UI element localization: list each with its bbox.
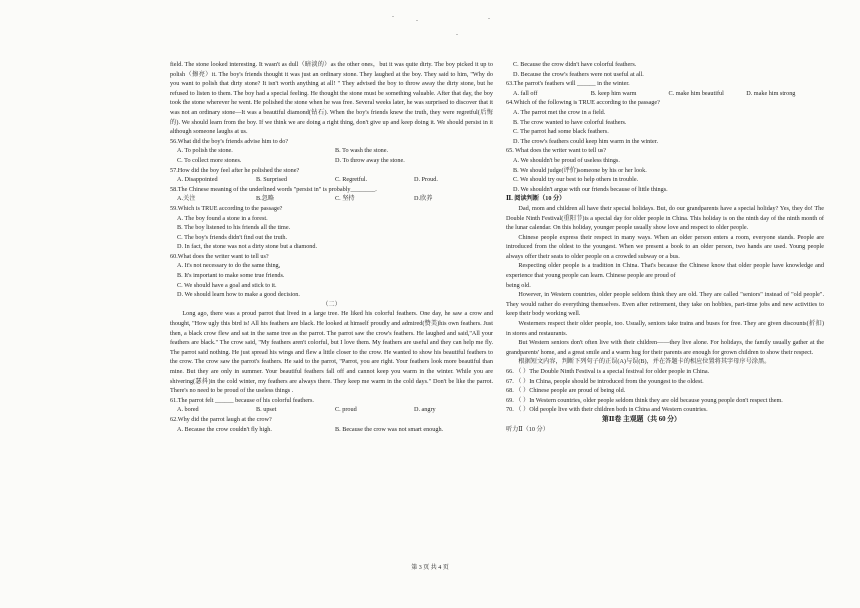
option: D. We should learn how to make a good decision. bbox=[177, 291, 300, 299]
part-two-heading: 第Ⅱ卷 主观题（共 60 分） bbox=[602, 415, 681, 423]
true-false-list bbox=[506, 367, 824, 415]
scan-speck bbox=[416, 20, 418, 21]
left-column bbox=[170, 60, 493, 434]
section-two-heading: （二） bbox=[322, 300, 341, 308]
option: A. To polish the stone. bbox=[177, 147, 233, 155]
option: B. It's important to make some true friends. bbox=[177, 272, 285, 280]
option: C. The boy's friends didn't find out the truth. bbox=[177, 233, 288, 241]
option: C. make him beautiful bbox=[668, 89, 724, 97]
question-61: 61.The parrot felt ______ because of his colorful feathers. bbox=[170, 396, 314, 404]
passage-two: Long ago, there was a proud parrot that lived in a large tree. He liked his colorful feathers. One day, he saw a crow and thought, "How ugly this bird is! All his feathers are black. He looked at himself proudly and admired(赞美)his own feathers. Just then, a black crow flew and sat in the same tree as the parrot. The parrot saw the crow's feathers. He laughed and said,"All your feathers are black." The crow said, "My feathers aren't colorful, but I love them. My feathers are useful and they can help me fly. The parrot said nothing. He just spread his wings and flew a little closer to the crow. He wanted to show his beautiful feathers to the crow. The crow saw the parrot's feathers. He said to the parrot, "Parrot, you are right. Your feathers look more beautiful than mine. But they are only in summer. Your beautiful feathers fall off and cannot keep you warm in the winter. While you are shivering(瑟抖)in the cold winter, my feathers are always there. They keep me warm in the cold days." Don't be like the parrot. There's no need to be proud of the useless things . bbox=[170, 310, 493, 395]
option: D. Because the crow's feathers were not useful at all. bbox=[513, 70, 644, 78]
reading-paragraph: being old. bbox=[506, 281, 531, 289]
question-60-options bbox=[177, 261, 493, 299]
right-column bbox=[506, 60, 824, 434]
option: C. We should have a goal and stick to it. bbox=[177, 281, 277, 289]
option: C. proud bbox=[335, 406, 357, 414]
option: B. upset bbox=[256, 406, 277, 414]
reading-paragraph: However, in Western countries, older people seldom think they are old. They are called "seniors" instead of "old people". They would rather do everything themselves. Even after retirement, they take on hobbies, part-time jobs and new activities to keep their body working well. bbox=[506, 291, 824, 318]
option: D. angry bbox=[414, 406, 436, 414]
question-58: 58.The Chinese meaning of the underlined words "persist in" is probably________. bbox=[170, 185, 377, 193]
true-false-item: 69. （ ）In Western countries, older people seldom think they are old because young people don't respect them. bbox=[506, 396, 783, 404]
true-false-item: 68. （ ）Chinese people are proud of being old. bbox=[506, 387, 626, 395]
true-false-item: 66. （ ）The Double Ninth Festival is a special festival for older people in China. bbox=[506, 368, 710, 375]
true-false-item: 70. （ ）Old people live with their children both in China and Western countries. bbox=[506, 406, 708, 414]
question-56-options bbox=[177, 146, 493, 165]
question-60: 60.What does the writer want to tell us? bbox=[170, 252, 269, 260]
question-57: 57.How did the boy feel after he polished the stone? bbox=[170, 166, 300, 174]
reading-paragraph: Chinese people express their respect in many ways. When an older person enters a room, everyone stands. People are introduced from the oldest to the youngest. When we present a book to an older person, two hands are used. Young people always offer their seats to older people on a crowded subway or a bus. bbox=[506, 233, 824, 260]
question-65-options bbox=[513, 156, 824, 194]
option: A. It's not necessary to do the same thing, bbox=[177, 262, 281, 270]
option: A. We shouldn't be proud of useless things. bbox=[513, 156, 620, 164]
question-59-options bbox=[177, 214, 493, 252]
option: C. 坚持 bbox=[335, 195, 355, 203]
reading-judgement-heading: Ⅱ. 阅读判断（10 分） bbox=[506, 195, 566, 203]
page-number: 第 3 页 共 4 页 bbox=[411, 565, 449, 571]
reading-paragraph: But Western seniors don't often live with their children——they live alone. For holidays, the family usually gather at the grandparents' home, and a great smile and a warm hug for their parents are enough for grown children to show their respect. bbox=[506, 339, 824, 356]
question-59: 59.Which is TRUE according to the passage? bbox=[170, 204, 283, 212]
reading-paragraph: Respecting older people is a tradition in China. That's because the Chinese know that older people have knowledge and experience that young people can learn. Chinese people are proud of bbox=[506, 262, 824, 280]
scan-speck bbox=[488, 18, 490, 19]
option: B. To wash the stone. bbox=[335, 147, 389, 155]
option: A. The parrot met the crow in a field. bbox=[513, 108, 606, 116]
option: B. The crow wanted to have colorful feathers. bbox=[513, 118, 627, 126]
question-58-options bbox=[177, 194, 493, 204]
listening-heading: 听力Ⅱ（10 分） bbox=[506, 425, 549, 433]
question-61-options bbox=[177, 405, 493, 415]
question-63: 63.The parrot's feathers will ______ in the winter. bbox=[506, 80, 630, 88]
option: B. The boy listened to his friends all the time. bbox=[177, 224, 291, 232]
option: A. bored bbox=[177, 406, 199, 414]
option: C. Regretful. bbox=[335, 176, 368, 184]
option: D. To throw away the stone. bbox=[335, 156, 405, 164]
option: D. In fact, the stone was not a dirty stone but a diamond. bbox=[177, 243, 318, 251]
option: D. make him strong bbox=[746, 89, 796, 97]
question-62: 62.Why did the parrot laugh at the crow? bbox=[170, 415, 272, 423]
true-false-item: 67. （ ）In China, people should be introduced from the youngest to the oldest. bbox=[506, 377, 704, 385]
option: B. We should judge(评价)someone by his or her look. bbox=[513, 166, 647, 174]
option: D.欣养 bbox=[414, 195, 433, 203]
scan-speck bbox=[392, 16, 394, 17]
question-57-options bbox=[177, 175, 493, 185]
option: D. Proud. bbox=[414, 176, 438, 184]
option: A. Because the crow couldn't fly high. bbox=[177, 425, 272, 433]
scan-speck bbox=[456, 34, 458, 35]
question-62-options bbox=[177, 425, 493, 435]
question-65: 65. What does the writer want to tell us? bbox=[506, 147, 607, 155]
reading-paragraph: Westerners respect their older people, too. Usually, seniors take trains and buses for free. They are given discounts(折扣) in stores and restaurants. bbox=[506, 320, 824, 337]
passage-one-end: field. The stone looked interesting. It wasn't as dull（暗淡的）as the other ones，but it was quite dirty. The boy picked it up to polish（擦亮）it. The boy's friends thought it was just an ordinary stone. They laughed at the boy. They said to him, "Why do you want to polish that dirty stone? It isn't worth anything at all! " They advised the boy to throw away the dirty stone, but he refused to listen to them. The boy had a special feeling. He thought the stone must be something valuable. After that day, the boy took the stone wherever he went. He polished the stone when he was free. Several weeks later, he was surprised to discover that it was not an ordinary stone—It was a beautiful diamond(钻石). When the boy's friends knew the truth, they were regretful(后悔的). We should learn from the boy. If we think we are doing a right thing, don't give up and keep doing it. We should persist in it although someone laughs at us. bbox=[170, 61, 493, 136]
question-64-options bbox=[513, 108, 824, 146]
option: C. Because the crow didn't have colorful feathers. bbox=[513, 61, 637, 68]
option: B.忽略 bbox=[256, 195, 275, 203]
option: C. To collect more stones. bbox=[177, 156, 242, 164]
option: B. Because the crow was not smart enough. bbox=[335, 425, 444, 433]
option: B. keep him warm bbox=[590, 89, 637, 97]
option: C. The parrot had some black feathers. bbox=[513, 128, 609, 136]
option: D. The crow's feathers could keep him warm in the winter. bbox=[513, 137, 658, 145]
question-56: 56.What did the boy's friends advise him to do? bbox=[170, 137, 289, 145]
option: D. We shouldn't argue with our friends because of little things. bbox=[513, 185, 668, 193]
option: A. Disappointed bbox=[177, 176, 218, 184]
question-62-options-continued bbox=[513, 60, 824, 79]
judgement-instructions: 根据短文内容，判断下列句子的正误(A)与误(B)，并在答题卡的相应位置将其字母序号涂黑。 bbox=[518, 358, 771, 366]
option: A. The boy found a stone in a forest. bbox=[177, 214, 268, 222]
option: C. We should try our best to help others in trouble. bbox=[513, 176, 639, 184]
option: A.关注 bbox=[177, 195, 196, 203]
reading-paragraph: Dad, mom and children all have their special holidays. But, do our grandparents have a special holiday? Yes, they do! The Double Ninth Festival(重阳节)is a special day for older people in China. This holiday is on the ninth day of the ninth month of the lunar calendar. On this holiday, younger people usually show love and respect to older people. bbox=[506, 204, 824, 232]
question-64: 64.Which of the following is TRUE according to the passage? bbox=[506, 99, 660, 107]
option: B. Surprised bbox=[256, 176, 287, 184]
option: A. fall off bbox=[513, 89, 538, 97]
question-63-options bbox=[513, 89, 824, 99]
